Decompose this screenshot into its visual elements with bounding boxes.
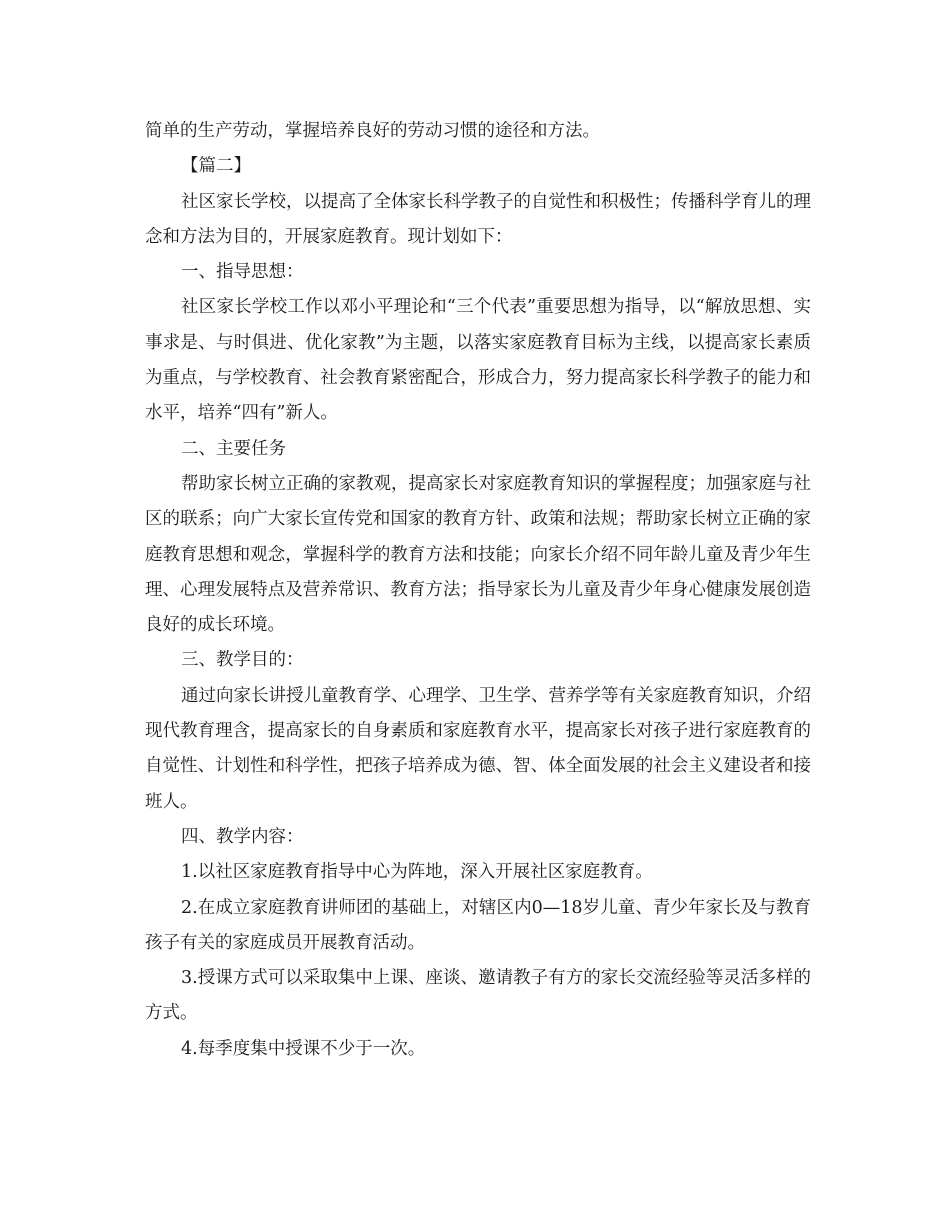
paragraph-main-tasks: 帮助家长树立正确的家教观，提高家长对家庭教育知识的掌握程度；加强家庭与社区的联系；向广大家长宣传党和国家的教育方针、政策和法规；帮助家长树立正确的家庭教育思想和观念，掌握科学的教育方法和技能；向家长介绍不同年龄儿童及青少年生理、心理发展特点及营养常识、教育方法；指导家长为儿童及青少年身心健康发展创造良好的成长环境。 [145,473,811,636]
section-heading-part-two: 【篇二】 [181,156,251,177]
list-item-3: 3.授课方式可以采取集中上课、座谈、邀请教子有方的家长交流经验等灵活多样的方式。 [145,968,811,1024]
paragraph-teaching-purpose: 通过向家长讲授儿童教育学、心理学、卫生学、营养学等有关家庭教育知识，介绍现代教育理含，提高家长的自身素质和家庭教育水平，提高家长对孩子进行家庭教育的自觉性、计划性和科学性，把孩子培养成为德、智、体全面发展的社会主义建设者和接班人。 [145,685,811,812]
heading-teaching-content: 四、教学内容： [181,826,304,847]
document-page [145,114,811,1067]
paragraph-continuation: 简单的生产劳动，掌握培养良好的劳动习惯的途径和方法。 [145,121,600,141]
list-item-2: 2.在成立家庭教育讲师团的基础上，对辖区内0—18岁儿童、青少年家长及与教育孩子有关的家庭成员开展教育活动。 [145,897,811,953]
paragraph-intro: 社区家长学校，以提高了全体家长科学教子的自觉性和积极性；传播科学育儿的理念和方法为目的，开展家庭教育。现计划如下： [145,191,811,247]
list-item-4: 4.每季度集中授课不少于一次。 [181,1038,426,1059]
heading-teaching-purpose: 三、教学目的： [181,650,304,671]
heading-guiding-ideology: 一、指导思想： [181,262,304,283]
paragraph-guiding-ideology: 社区家长学校工作以邓小平理论和“三个代表”重要思想为指导，以“解放思想、实事求是、与时俱进、优化家教”为主题，以落实家庭教育目标为主线，以提高家长素质为重点，与学校教育、社会教育紧密配合，形成合力，努力提高家长科学教子的能力和水平，培养“四有”新人。 [145,297,811,424]
list-item-1: 1.以社区家庭教育指导中心为阵地，深入开展社区家庭教育。 [181,862,653,883]
heading-main-tasks: 二、主要任务 [181,438,286,459]
